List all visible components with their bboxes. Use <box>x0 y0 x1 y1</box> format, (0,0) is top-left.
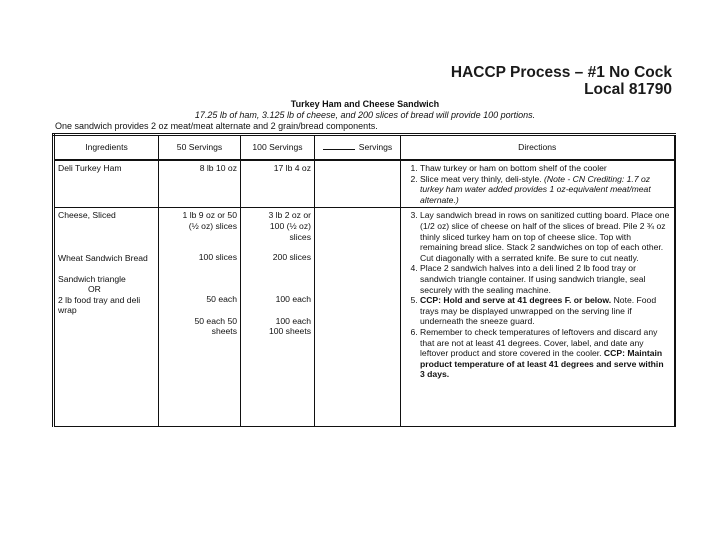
col-ingredients: Ingredients <box>54 135 159 161</box>
col-100-servings: 100 Servings <box>241 135 315 161</box>
custom-cell <box>315 208 401 427</box>
col-50-servings: 50 Servings <box>159 135 241 161</box>
recipe-yield: 17.25 lb of ham, 3.125 lb of cheese, and 200 slices of bread will provide 100 portions. <box>194 110 536 120</box>
col-custom-servings: Servings <box>315 135 401 161</box>
direction-5: 5. CCP: Hold and serve at 41 degrees F. or below. Note. Food trays may be displayed unwrapped on the serving line if underneath the sneeze guard. <box>420 295 671 327</box>
custom-cell <box>315 160 401 208</box>
recipe-table <box>52 133 676 427</box>
directions-cell <box>401 160 675 208</box>
process-title: HACCP Process – #1 No Cock <box>450 64 672 81</box>
local-number: Local 81790 <box>584 81 672 98</box>
s100-cell: 3 lb 2 oz or 100 (½ oz) slices 200 slices 100 each 100 each 100 sheets <box>241 208 315 427</box>
ingredient-cell: Deli Turkey Ham <box>54 160 159 208</box>
recipe-note: One sandwich provides 2 oz meat/meat alternate and 2 grain/bread components. <box>55 121 378 131</box>
s50-cell: 8 lb 10 oz <box>159 160 241 208</box>
direction-6: 6. Remember to check temperatures of leftovers and discard any that are not at least 41 degrees. Cover, label, and date any leftover product and store covered in the cooler. CCP: Maintain product temperature of at least 41 degrees and serve within 3 days. <box>420 327 671 380</box>
direction-3: 3. Lay sandwich bread in rows on sanitized cutting board. Place one (1/2 oz) slice of cheese on half of the slices of bread. Pile 2 ¾ oz thinly sliced turkey ham on top of cheese slice. Top with remaining bread slice. Stack 2 sandwiches on top of each other. Cut diagonally with a serrated knife. Be sure to cut neatly. <box>420 210 671 263</box>
direction-4: 4. Place 2 sandwich halves into a deli lined 2 lb food tray or sandwich triangle container. If using sandwich triangle, seal securely with the sealing machine. <box>420 263 671 295</box>
col-directions: Directions <box>401 135 675 161</box>
recipe-name: Turkey Ham and Cheese Sandwich <box>290 99 440 109</box>
ingredient-cell: Cheese, Sliced Wheat Sandwich Bread Sandwich triangle OR 2 lb food tray and deli wrap <box>54 208 159 427</box>
table-header <box>54 135 675 161</box>
direction-1: 1. Thaw turkey or ham on bottom shelf of the cooler <box>420 163 671 174</box>
s50-cell: 1 lb 9 oz or 50 (½ oz) slices 100 slices 50 each 50 each 50 sheets <box>159 208 241 427</box>
directions-cell <box>401 208 675 427</box>
table-row <box>54 160 675 208</box>
table-row <box>54 208 675 427</box>
s100-cell: 17 lb 4 oz <box>241 160 315 208</box>
document-title <box>451 64 672 98</box>
direction-2: 2. Slice meat very thinly, deli-style. (Note - CN Crediting: 1.7 oz turkey ham water added provides 1 oz-equivalent meat/meat alternate.) <box>420 174 671 206</box>
